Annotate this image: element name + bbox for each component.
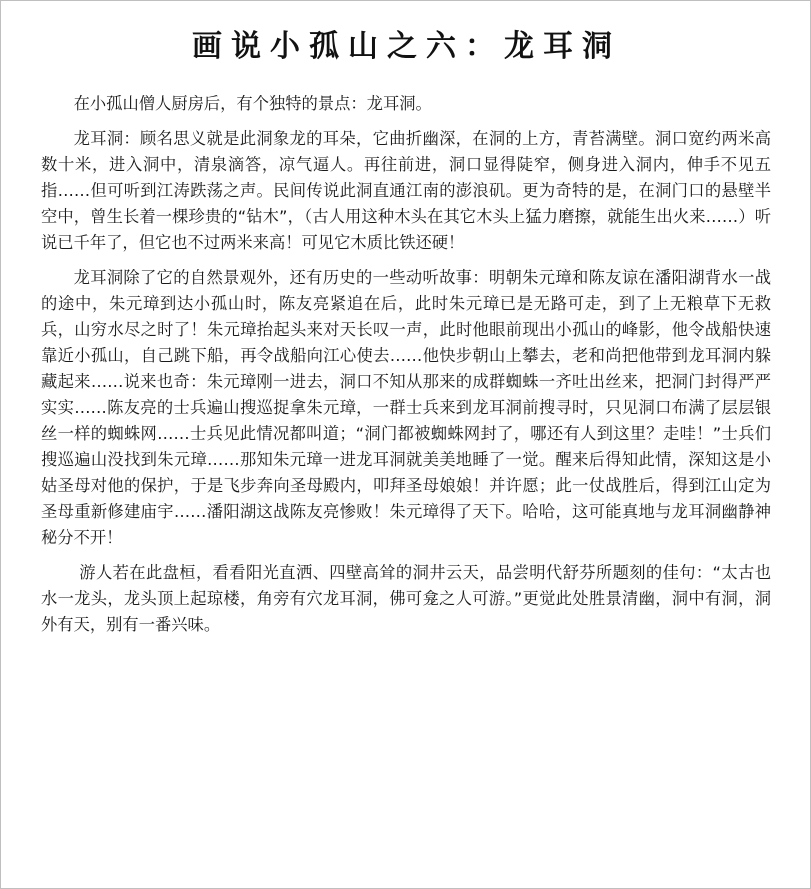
paragraph-description: 龙耳洞：顾名思义就是此洞象龙的耳朵，它曲折幽深，在洞的上方，青苔满壁。洞口宽约两米高数十米，进入洞中，清泉滴答，凉气逼人。再往前进，洞口显得陡窄，侧身进入洞内，伸手不见五指……但可听到江涛跌荡之声。民间传说此洞直通江南的澎浪矶。更为奇特的是，在洞门口的悬壁半空中，曾生长着一棵珍贵的“钻木”，（古人用这种木头在其它木头上猛力磨擦，就能生出火来……）听说已千年了，但它也不过两米来高！可见它木质比铁还硬！ <box>41 129 771 252</box>
paragraph-visit: 游人若在此盘桓，看看阳光直洒、四壁高耸的洞井云天，品尝明代舒芬所题刻的佳句：“太古也水一龙头，龙头顶上起琼楼，角旁有穴龙耳洞，佛可龛之人可游。”更觉此处胜景清幽，洞中有洞，洞外有天，别有一番兴味。 <box>41 563 771 634</box>
page-title: 画说小孤山之六：龙耳洞 <box>192 29 621 64</box>
paragraph-intro: 在小孤山僧人厨房后，有个独特的景点：龙耳洞。 <box>73 94 432 113</box>
article-body <box>41 91 771 647</box>
paragraph-legend: 龙耳洞除了它的自然景观外，还有历史的一些动听故事：明朝朱元璋和陈友谅在潘阳湖背水一战的途中，朱元璋到达小孤山时，陈友亮紧追在后，此时朱元璋已是无路可走，到了上无粮草下无救兵，山穷水尽之时了！朱元璋抬起头来对天长叹一声，此时他眼前现出小孤山的峰影，他令战船快速靠近小孤山，自己跳下船，再令战船向江心使去……他快步朝山上攀去，老和尚把他带到龙耳洞内躲藏起来……说来也奇：朱元璋刚一进去，洞口不知从那来的成群蜘蛛一齐吐出丝来，把洞门封得严严实实……陈友亮的士兵遍山搜巡捉拿朱元璋，一群士兵来到龙耳洞前搜寻时，只见洞口布满了层层银丝一样的蜘蛛网……士兵见此情况都叫道；“洞门都被蜘蛛网封了，哪还有人到这里？走哇！”士兵们搜巡遍山没找到朱元璋……那知朱元璋一进龙耳洞就美美地睡了一觉。醒来后得知此情，深知这是小姑圣母对他的保护，于是飞步奔向圣母殿内，叩拜圣母娘娘！并许愿；此一仗战胜后，得到江山定为圣母重新修建庙宇……潘阳湖这战陈友亮惨败！朱元璋得了天下。哈哈，这可能真地与龙耳洞幽静神秘分不开！ <box>41 268 771 547</box>
